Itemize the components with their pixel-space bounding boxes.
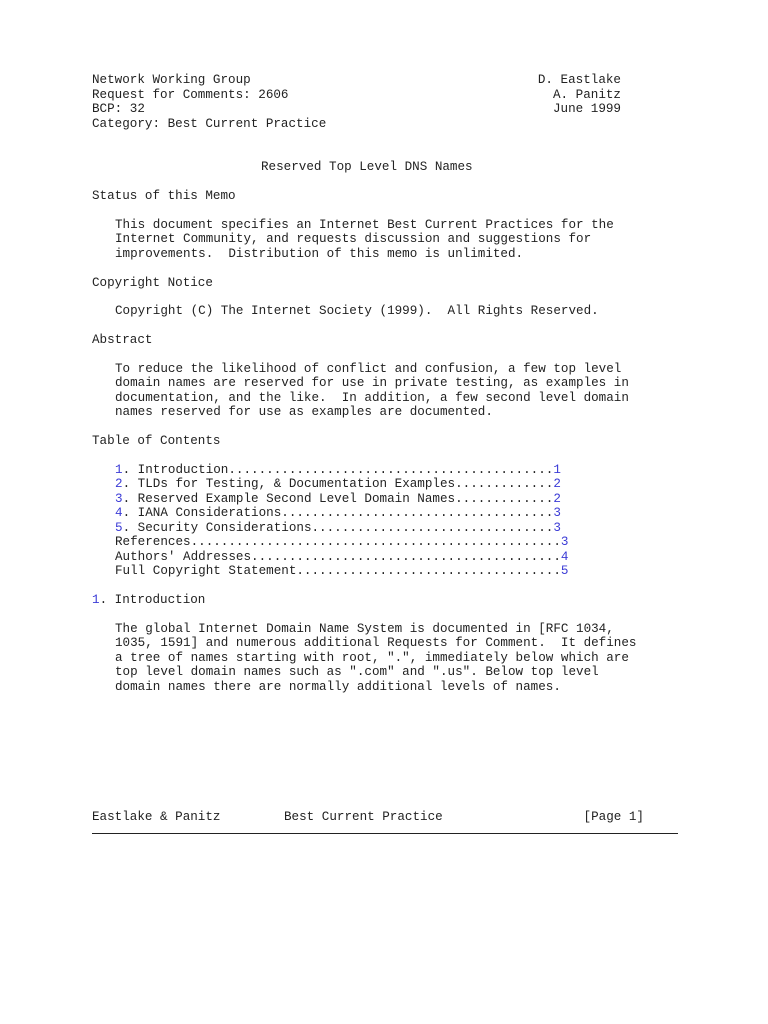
toc-item[interactable]: References.................................................3 xyxy=(115,535,569,549)
footer-rule xyxy=(92,833,678,834)
intro-line: The global Internet Domain Name System is documented in [RFC 1034, xyxy=(115,621,614,636)
copyright-heading: Copyright Notice xyxy=(92,275,213,290)
intro-section-link[interactable]: 1 xyxy=(92,593,100,607)
header-working-group: Network Working Group xyxy=(92,73,251,87)
abstract-line: names reserved for use as examples are documented. xyxy=(115,405,493,419)
toc-item[interactable]: Full Copyright Statement...................................5 xyxy=(115,564,569,578)
toc-item[interactable]: Authors' Addresses.........................................4 xyxy=(115,549,569,564)
toc-item[interactable]: 2. TLDs for Testing, & Documentation Examples.............2 xyxy=(115,477,561,491)
status-line: This document specifies an Internet Best Current Practices for the xyxy=(115,217,614,232)
toc-page-link[interactable]: 5 xyxy=(560,564,569,578)
toc-section-link[interactable]: 4 xyxy=(115,506,123,520)
toc-page-link[interactable]: 2 xyxy=(553,491,561,506)
toc-section-link[interactable]: 3 xyxy=(115,491,123,506)
toc-item[interactable]: 1. Introduction...........................................1 xyxy=(115,462,561,477)
abstract-heading: Abstract xyxy=(92,333,153,347)
header-rfc-number: Request for Comments: 2606 xyxy=(92,87,289,102)
toc-section-link[interactable]: 2 xyxy=(115,477,123,491)
document-title: Reserved Top Level DNS Names xyxy=(261,160,473,174)
header-bcp: BCP: 32 xyxy=(92,102,145,116)
header-author-1: D. Eastlake xyxy=(537,73,621,87)
footer-authors: Eastlake & Panitz xyxy=(92,810,221,824)
abstract-line: domain names are reserved for use in private testing, as examples in xyxy=(115,376,629,390)
toc-page-link[interactable]: 3 xyxy=(553,506,561,520)
intro-line: a tree of names starting with root, ".", immediately below which are xyxy=(115,650,629,665)
status-line: improvements. Distribution of this memo is unlimited. xyxy=(115,246,524,261)
intro-line: 1035, 1591] and numerous additional Requests for Comment. It defines xyxy=(115,636,637,650)
intro-line: top level domain names such as ".com" and ".us". Below top level xyxy=(115,665,599,679)
header-category: Category: Best Current Practice xyxy=(92,116,327,131)
toc-page-link[interactable]: 3 xyxy=(560,535,569,549)
header-date: June 1999 xyxy=(552,102,621,116)
abstract-line: documentation, and the like. In addition, a few second level domain xyxy=(115,390,629,405)
footer-page-number: [Page 1] xyxy=(583,810,644,824)
status-line: Internet Community, and requests discussion and suggestions for xyxy=(115,232,592,246)
toc-page-link[interactable]: 3 xyxy=(553,520,561,535)
toc-section-link[interactable]: 5 xyxy=(115,520,123,535)
footer-category: Best Current Practice xyxy=(284,810,443,824)
toc-page-link[interactable]: 2 xyxy=(553,477,561,491)
toc-item[interactable]: 3. Reserved Example Second Level Domain Names.............2 xyxy=(115,491,561,506)
intro-line: domain names there are normally additional levels of names. xyxy=(115,679,561,694)
toc-heading: Table of Contents xyxy=(92,434,221,448)
toc-section-link[interactable]: 1 xyxy=(115,462,123,477)
abstract-line: To reduce the likelihood of conflict and confusion, a few top level xyxy=(115,361,622,376)
copyright-line: Copyright (C) The Internet Society (1999). All Rights Reserved. xyxy=(115,304,599,318)
header-author-2: A. Panitz xyxy=(552,87,621,102)
toc-page-link[interactable]: 4 xyxy=(560,549,569,564)
intro-heading: 1. Introduction xyxy=(92,593,206,607)
toc-page-link[interactable]: 1 xyxy=(553,462,561,477)
status-heading: Status of this Memo xyxy=(92,189,236,203)
toc-item[interactable]: 4. IANA Considerations....................................3 xyxy=(115,506,561,520)
toc-item[interactable]: 5. Security Considerations................................3 xyxy=(115,520,561,535)
